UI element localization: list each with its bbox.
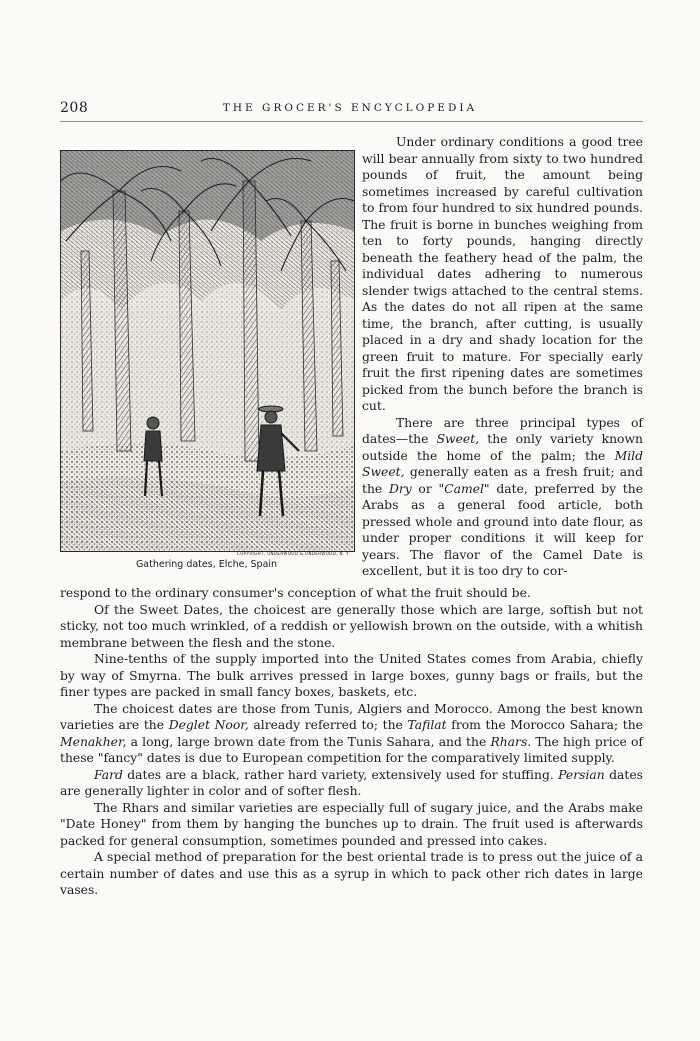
- paragraph-sweet-dates: Of the Sweet Dates, the choicest are generally those which are large, softish but not sticky, not too much wrinkled, of a reddish or yellowish brown on the outside, with a whitish membrane between the flesh and the stone.: [60, 602, 643, 650]
- running-head: THE GROCER'S ENCYCLOPEDIA: [222, 102, 478, 114]
- paragraph-varieties: The choicest dates are those from Tunis, Algiers and Morocco. Among the best known varieties are the Deglet Noor, already referred to; the Tafilat from the Morocco Sahara; the Menakher, a long, large brown date from the Tunis Sahara, and the Rhars. The high price of these "fancy" dates is due to European competition for the comparatively limited supply.: [60, 701, 644, 765]
- paragraph-syrup: A special method of preparation for the best oriental trade is to press out the juice of a certain number of dates and use this as a syrup in which to pack other rich dates in large vases.: [60, 850, 643, 897]
- figure-caption: Gathering dates, Elche, Spain: [135, 559, 278, 570]
- paragraph-supply: Nine-tenths of the supply imported into the United States comes from Arabia, chiefly by way of Smyrna. The bulk arrives pressed in large boxes, gunny bags or frails, but the finer types are packed in small fancy boxes, baskets, etc.: [60, 652, 643, 699]
- palm-grove-engraving: [61, 151, 354, 551]
- paragraph-date-honey: The Rhars and similar varieties are especially full of sugary juice, and the Arabs make "Date Honey" from them by hanging the bunches up to drain. The fruit used is afterwards packed for general consumption, sometimes pounded and pressed into cakes.: [60, 800, 643, 848]
- full-width-text: [60, 585, 643, 899]
- figure-copyright: COPYRIGHT, UNDERWOOD & UNDERWOOD, N. Y.: [237, 551, 350, 556]
- paragraph-continuation: respond to the ordinary consumer's conception of what the fruit should be.: [60, 586, 531, 600]
- date-palm-illustration: [60, 150, 355, 552]
- paragraph-fard-persian: Fard dates are a black, rather hard variety, extensively used for stuffing. Persian dates are generally lighter in color and of softer flesh.: [60, 767, 643, 798]
- right-column-text: [362, 134, 643, 580]
- header-rule: [60, 121, 643, 122]
- paragraph-date-types: There are three principal types of dates—the Sweet, the only variety known outside the home of the palm; the Mild Sweet, generally eaten as a fresh fruit; and the Dry or "Camel" date, preferred by the Arabs as a general food article, both pressed whole and ground into date flour, as under proper conditions it will keep for years. The flavor of the Camel Date is excellent, but it is too dry to cor-: [362, 415, 644, 578]
- paragraph-tree-yield: Under ordinary conditions a good tree will bear annually from sixty to two hundred pounds of fruit, the amount being sometimes increased by careful cultivation to from four hundred to six hundred pounds. The fruit is borne in bunches weighing from ten to forty pounds, hanging directly beneath the feathery head of the palm, the individual dates adhering to numerous slender twigs attached to the central stems. As the dates do not all ripen at the same time, the branch, after cutting, is usually placed in a dry and shady location for the green fruit to mature. For specially early fruit the first ripening dates are sometimes picked from the bunch before the branch is cut.: [362, 135, 643, 413]
- page-number: 208: [60, 100, 89, 116]
